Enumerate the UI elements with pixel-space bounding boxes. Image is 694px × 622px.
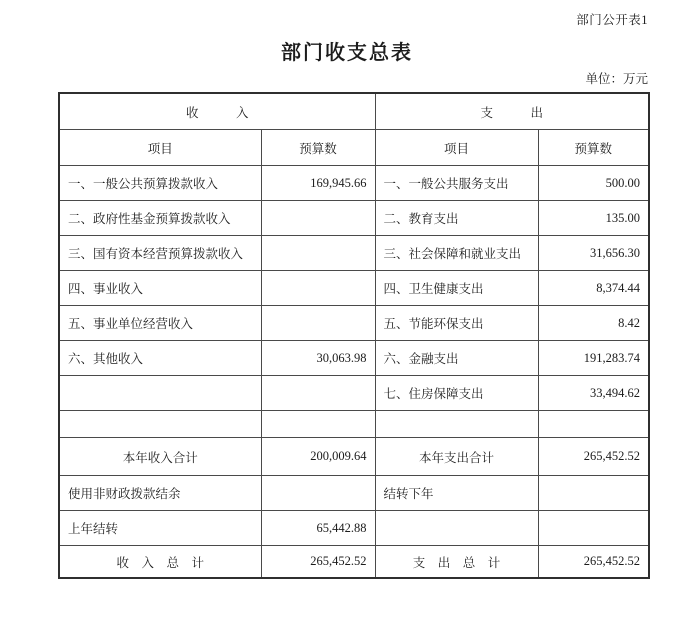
expense-item-cell: 四、卫生健康支出 xyxy=(375,271,538,306)
expense-item-cell: 三、社会保障和就业支出 xyxy=(375,236,538,271)
expense-value-cell xyxy=(538,411,649,438)
income-item-cell: 四、事业收入 xyxy=(59,271,261,306)
income-item-cell: 二、政府性基金预算拨款收入 xyxy=(59,201,261,236)
income-total-value: 265,452.52 xyxy=(261,546,375,579)
income-item-cell: 六、其他收入 xyxy=(59,341,261,376)
expense-item-col-header: 项目 xyxy=(375,130,538,166)
income-item-cell: 三、国有资本经营预算拨款收入 xyxy=(59,236,261,271)
income-value-cell xyxy=(261,476,375,511)
expense-value-cell: 191,283.74 xyxy=(538,341,649,376)
expense-value-cell: 8,374.44 xyxy=(538,271,649,306)
table-row xyxy=(59,271,649,306)
table-row xyxy=(59,236,649,271)
budget-table xyxy=(58,92,650,579)
table-row xyxy=(59,306,649,341)
table-row xyxy=(59,511,649,546)
income-item-cell: 上年结转 xyxy=(59,511,261,546)
subtotal-row xyxy=(59,438,649,476)
income-value-cell xyxy=(261,271,375,306)
table-row xyxy=(59,376,649,411)
expense-item-cell: 六、金融支出 xyxy=(375,341,538,376)
expense-value-cell xyxy=(538,476,649,511)
expense-item-cell: 七、住房保障支出 xyxy=(375,376,538,411)
unit-note: 单位：万元 xyxy=(585,72,648,86)
expense-value-cell: 135.00 xyxy=(538,201,649,236)
expense-item-cell: 结转下年 xyxy=(375,476,538,511)
total-row xyxy=(59,546,649,579)
doc-label: 部门公开表1 xyxy=(576,13,648,27)
expense-total-value: 265,452.52 xyxy=(538,546,649,579)
income-value-cell xyxy=(261,236,375,271)
income-item-col-header: 项目 xyxy=(59,130,261,166)
table-row xyxy=(59,411,649,438)
expense-item-cell: 五、节能环保支出 xyxy=(375,306,538,341)
expense-value-cell: 8.42 xyxy=(538,306,649,341)
income-subtotal-value: 200,009.64 xyxy=(261,438,375,476)
section-header-row xyxy=(59,93,649,130)
income-section-header: 收 入 xyxy=(59,93,375,130)
expense-subtotal-label: 本年支出合计 xyxy=(375,438,538,476)
page-title: 部门收支总表 xyxy=(281,42,413,64)
income-value-cell xyxy=(261,201,375,236)
income-value-cell: 30,063.98 xyxy=(261,341,375,376)
expense-section-header: 支 出 xyxy=(375,93,649,130)
income-value-cell: 169,945.66 xyxy=(261,166,375,201)
expense-value-cell xyxy=(538,511,649,546)
income-subtotal-label: 本年收入合计 xyxy=(59,438,261,476)
table-row xyxy=(59,476,649,511)
expense-value-cell: 31,656.30 xyxy=(538,236,649,271)
income-value-cell: 65,442.88 xyxy=(261,511,375,546)
income-item-cell xyxy=(59,411,261,438)
expense-item-cell: 二、教育支出 xyxy=(375,201,538,236)
expense-item-cell xyxy=(375,511,538,546)
income-total-label: 收 入 总 计 xyxy=(59,546,261,579)
income-value-cell xyxy=(261,411,375,438)
table-row xyxy=(59,201,649,236)
expense-item-cell: 一、一般公共服务支出 xyxy=(375,166,538,201)
expense-item-cell xyxy=(375,411,538,438)
expense-subtotal-value: 265,452.52 xyxy=(538,438,649,476)
income-item-cell: 一、一般公共预算拨款收入 xyxy=(59,166,261,201)
expense-budget-col-header: 预算数 xyxy=(538,130,649,166)
expense-value-cell: 33,494.62 xyxy=(538,376,649,411)
expense-value-cell: 500.00 xyxy=(538,166,649,201)
expense-total-label: 支 出 总 计 xyxy=(375,546,538,579)
table-row xyxy=(59,341,649,376)
income-item-cell: 使用非财政拨款结余 xyxy=(59,476,261,511)
income-item-cell xyxy=(59,376,261,411)
column-header-row xyxy=(59,130,649,166)
table-row xyxy=(59,166,649,201)
income-value-cell xyxy=(261,376,375,411)
income-value-cell xyxy=(261,306,375,341)
income-item-cell: 五、事业单位经营收入 xyxy=(59,306,261,341)
income-budget-col-header: 预算数 xyxy=(261,130,375,166)
